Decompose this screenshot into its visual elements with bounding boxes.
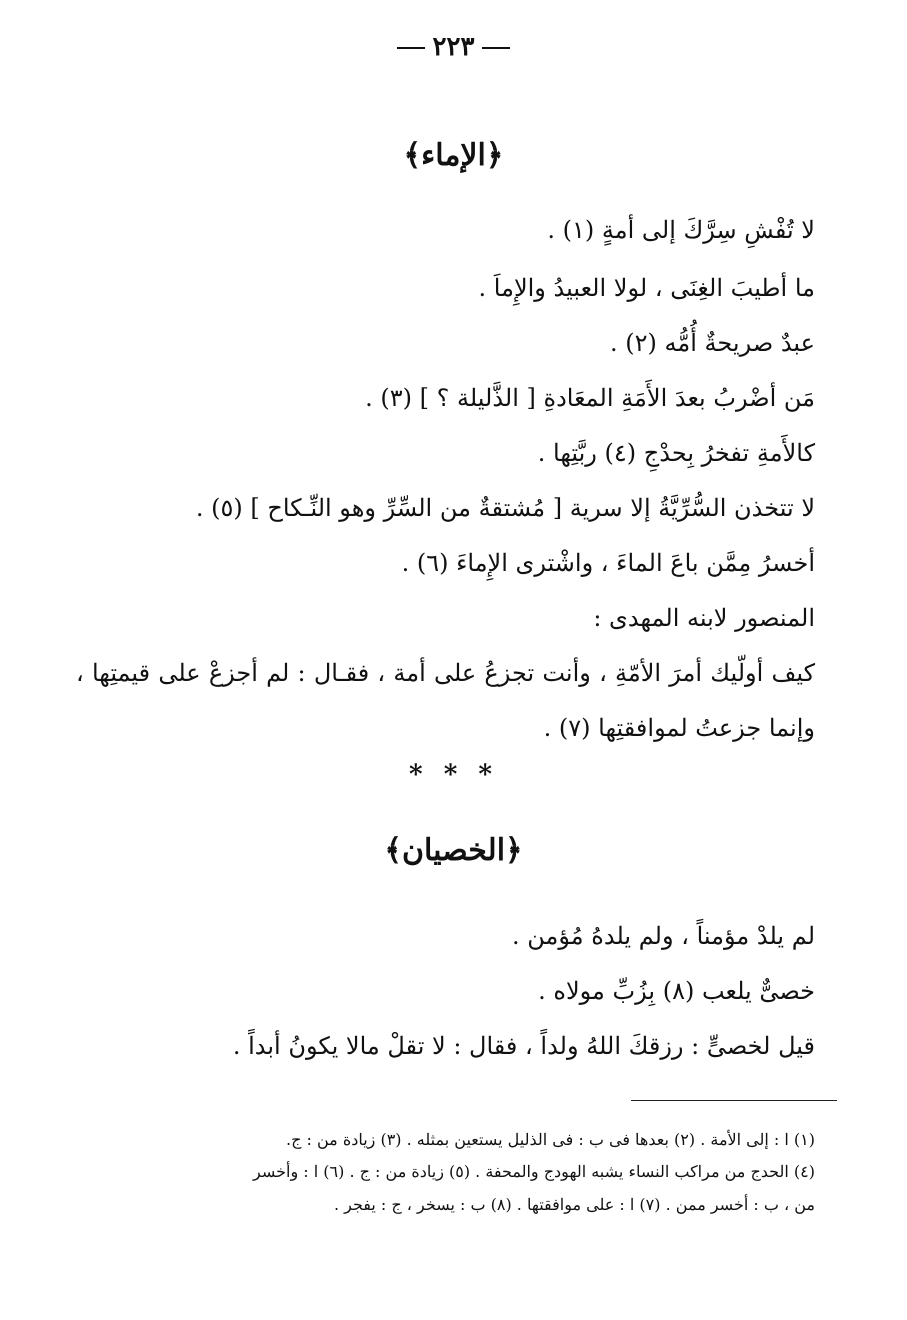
page-number-dash-right [482,47,510,49]
page-number-value: ٢٢٣ [432,32,475,62]
page-number [0,32,907,62]
text-line: خصىٌّ يلعب (٨) بِزُبِّ مولاه . [538,977,815,1005]
section-heading-slaves: ﴿الإماء﴾ [403,138,504,173]
footnote-line: من ، ب : أخسر ممن . (٧) ا : على موافقتها . (٨) ب : يسخر ، ج : يفجر . [333,1195,815,1214]
text-line: قيل لخصىٍّ : رزقكَ اللهُ ولداً ، فقال : لا تقلْ مالا يكونُ أبداً . [232,1032,815,1060]
text-line: كيف أولّيك أمرَ الأمّةِ ، وأنت تجزعُ على أمة ، فقـال : لم أجزعْ على قيمتِها ، [76,659,815,687]
page-number-dash-left [397,47,425,49]
text-line: لا تُفْشِ سِرَّكَ إلى أمةٍ (١) . [547,216,815,244]
text-line: المنصور لابنه المهدى : [593,604,815,632]
text-line: كالأَمةِ تفخرُ بِحدْجِ (٤) ربَّتِها . [537,439,815,467]
footnote-rule [631,1100,837,1101]
text-line: لم يلدْ مؤمناً ، ولم يلدهُ مُؤمن . [512,922,815,950]
text-line: مَن أضْربُ بعدَ الأَمَةِ المعَادةِ [ الذَّليلة ؟ ] (٣) . [365,384,815,412]
footnote-line: (٤) الحدج من مراكب النساء يشبه الهودج والمحفة . (٥) زيادة من : ج . (٦) ا : وأخسر [253,1162,815,1181]
footnote-line: (١) ا : إلى الأمة . (٢) بعدها فى ب : فى الذليل يستعين بمثله . (٣) زيادة من : ج. [286,1130,815,1149]
text-line: لا تتخذن السُّرِّيَّةُ إلا سرية [ مُشتقةٌ من السِّرِّ وهو النِّـكاح ] (٥) . [195,494,815,522]
text-line: عبدٌ صريحةٌ أُمُّه (٢) . [610,329,815,357]
section-heading-eunuchs: ﴿الخصيان﴾ [384,833,523,868]
text-line: وإنما جزعتُ لموافقتِها (٧) . [543,714,815,742]
text-line: أخسرُ مِمَّن باعَ الماءَ ، واشْترى الإِماءَ (٦) . [401,549,815,577]
text-line: ما أطيبَ الغِنَى ، لولا العبيدُ والإِماَ . [478,274,815,302]
section-separator: * * * [409,760,498,790]
